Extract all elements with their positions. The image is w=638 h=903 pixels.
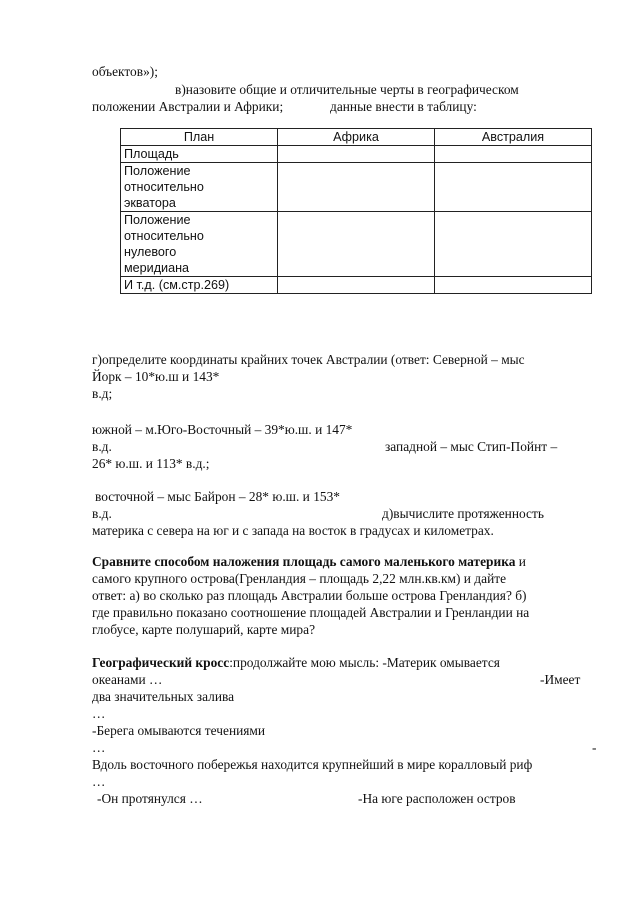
cross-line-1 <box>92 655 500 671</box>
cell-australia-area <box>435 146 592 163</box>
intro-line-3a: положении Австралии и Африки; <box>92 99 284 114</box>
intro-line-1: объектов»); <box>92 64 158 79</box>
task-d-line: д)вычислите протяженность <box>382 506 544 521</box>
cross-line-7: Вдоль восточного побережья находится крупнейший в мире коралловый риф <box>92 757 533 772</box>
row-label-etc <box>121 277 278 294</box>
task-g-line-8a: в.д. <box>92 506 112 521</box>
cell-africa-area <box>278 146 435 163</box>
task-g-line-5b: западной – мыс Стип-Пойнт – <box>385 439 558 454</box>
comparison-table <box>120 128 592 294</box>
table-row <box>121 212 592 277</box>
cross-line-1-tail: :продолжайте мою мысль: -Материк омывается <box>229 655 500 670</box>
cross-line-9a: -Он протянулся … <box>97 791 203 806</box>
task-g-line-6: 26* ю.ш. и 113* в.д.; <box>92 456 210 471</box>
task-g-line-1: г)определите координаты крайних точек Австралии (ответ: Северной – мыс <box>92 352 525 367</box>
table-header-plan: План <box>121 129 278 146</box>
task-d-line-2: материка с севера на юг и с запада на восток в градусах и километрах. <box>92 523 494 538</box>
table-row <box>121 277 592 294</box>
cross-line-4: … <box>92 706 106 721</box>
cross-line-2a: океанами … <box>92 672 163 687</box>
table-header-row <box>121 129 592 146</box>
cell-africa-equator <box>278 163 435 212</box>
task-g-line-5a: в.д. <box>92 439 112 454</box>
row-label-text: меридиана <box>124 261 190 275</box>
intro-line-3b: данные внести в таблицу: <box>330 99 477 114</box>
cross-line-3: два значительных залива <box>92 689 235 704</box>
cell-australia-meridian <box>435 212 592 277</box>
table-row <box>121 163 592 212</box>
cross-line-2b: -Имеет <box>540 672 581 687</box>
row-label-text: Положение <box>124 164 191 178</box>
compare-line-2: самого крупного острова(Гренландия – площадь 2,22 млн.кв.км) и дайте <box>92 571 507 586</box>
row-label-area <box>121 146 278 163</box>
cross-line-8: … <box>92 774 106 789</box>
row-label-text: Положение <box>124 213 191 227</box>
compare-line-1-tail: и <box>515 554 526 569</box>
row-label-text: Площадь <box>124 147 179 161</box>
task-g-line-7: восточной – мыс Байрон – 28* ю.ш. и 153* <box>95 489 340 504</box>
row-label-text: относительно <box>124 180 204 194</box>
cross-line-6b: - <box>592 740 597 755</box>
cell-australia-etc <box>435 277 592 294</box>
row-label-text: И т.д. (см.стр.269) <box>124 278 230 292</box>
compare-line-4: где правильно показано соотношение площадей Австралии и Гренландии на <box>92 605 530 620</box>
cross-line-6a: … <box>92 740 106 755</box>
compare-line-5: глобусе, карте полушарий, карте мира? <box>92 622 316 637</box>
task-g-line-3: в.д; <box>92 386 113 401</box>
row-label-meridian <box>121 212 278 277</box>
row-label-equator <box>121 163 278 212</box>
task-g-line-4: южной – м.Юго-Восточный – 39*ю.ш. и 147* <box>92 422 353 437</box>
compare-line-1 <box>92 554 526 570</box>
table-header-africa: Африка <box>278 129 435 146</box>
cross-line-5: -Берега омываются течениями <box>92 723 266 738</box>
cell-africa-meridian <box>278 212 435 277</box>
table-row <box>121 146 592 163</box>
task-g-line-2: Йорк – 10*ю.ш и 143* <box>92 369 220 384</box>
task-v-line: в)назовите общие и отличительные черты в географическом <box>175 82 519 97</box>
table-header-australia: Австралия <box>435 129 592 146</box>
cell-africa-etc <box>278 277 435 294</box>
cross-line-9b: -На юге расположен остров <box>358 791 516 806</box>
compare-heading: Сравните способом наложения площадь самого маленького материка <box>92 554 516 569</box>
cell-australia-equator <box>435 163 592 212</box>
cross-heading: Географический кросс <box>92 655 230 670</box>
row-label-text: нулевого <box>124 245 177 259</box>
row-label-text: экватора <box>124 196 176 210</box>
compare-line-3: ответ: а) во сколько раз площадь Австралии больше острова Гренландия? б) <box>92 588 527 603</box>
row-label-text: относительно <box>124 229 204 243</box>
